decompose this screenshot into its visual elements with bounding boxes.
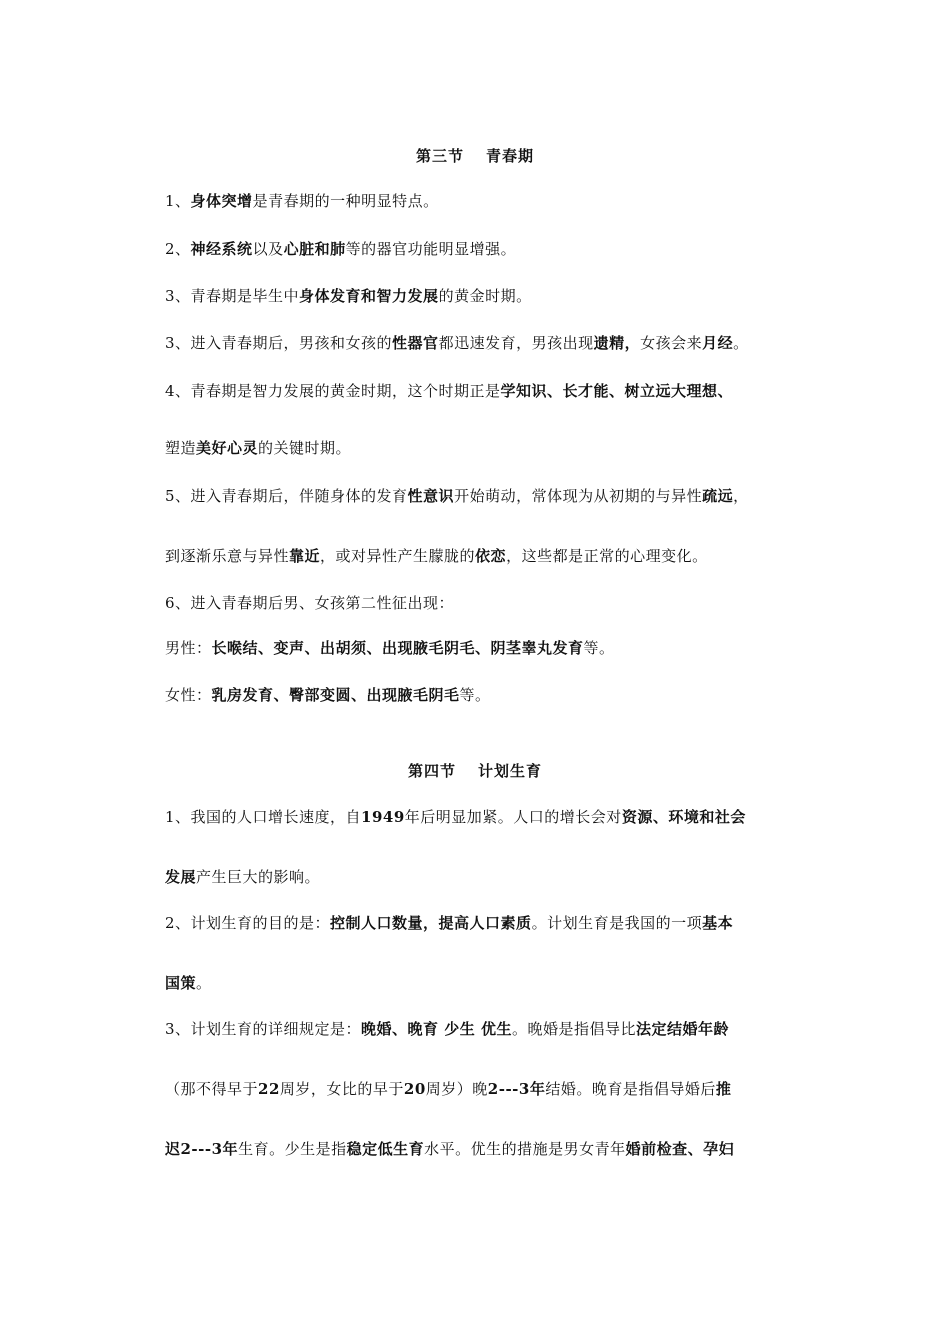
text-segment: 6、进入青春期后男、女孩第二性征出现： [165,594,455,612]
text-line [165,1018,795,1039]
text-line [165,285,795,306]
text-segment: 。 [196,974,212,992]
bold-keyword: 1949 [361,808,405,826]
text-line [165,332,795,353]
bold-keyword: 性意识 [407,487,455,505]
bold-keyword: 婚前检查、孕妇 [625,1140,735,1158]
bold-keyword: 发展 [165,868,197,886]
text-segment: （那不得早于 [165,1080,259,1098]
text-line [165,866,795,887]
text-segment: 3、青春期是毕生中 [165,287,300,305]
text-segment: 到逐渐乐意与异性 [165,547,290,565]
text-segment: 等。 [583,639,615,657]
bold-keyword: 美好心灵 [196,439,259,457]
bold-keyword: 长喉结、变声、出胡须、出现腋毛阴毛、阴茎睾丸发育 [211,639,584,657]
text-segment: 4、青春期是智力发展的黄金时期，这个时期正是 [165,382,501,400]
text-segment: 都迅速发育，男孩出现 [438,334,594,352]
text-segment: 等的器官功能明显增强。 [345,240,517,258]
text-segment: 是青春期的一种明显特点。 [252,192,439,210]
text-line [165,238,795,259]
text-segment: ，这些都是正常的心理变化。 [506,547,708,565]
bold-keyword: 神经系统 [190,240,253,258]
bold-keyword: 基本 [702,914,734,932]
text-segment: 年后明显加紧。人口的增长会对 [404,808,622,826]
text-line [165,806,795,827]
bold-keyword: 推 [715,1080,732,1098]
text-segment: 周岁，女比的早于 [279,1080,404,1098]
text-line [165,1078,795,1099]
bold-keyword: 靠近 [289,547,321,565]
text-segment: 等。 [459,686,491,704]
bold-keyword: 国策 [165,974,197,992]
bold-keyword: 2---3年 [487,1080,546,1098]
bold-keyword: 学知识、长才能、树立远大理想、 [500,382,734,400]
section-number: 第三节 [415,147,464,165]
section-number: 第四节 [407,762,456,780]
bold-keyword: 月经 [702,334,734,352]
text-segment: 1、 [165,192,191,210]
text-line [165,190,795,211]
bold-keyword: 22 [258,1080,280,1098]
text-line [165,545,795,566]
bold-keyword: 遗精， [593,334,641,352]
bold-keyword: 稳定低生育 [346,1140,425,1158]
bold-keyword: 法定结婚年龄 [636,1020,730,1038]
text-segment: 3、计划生育的详细规定是： [165,1020,362,1038]
bold-keyword: 心脏和肺 [283,240,346,258]
section-heading [0,145,950,166]
section-title: 计划生育 [478,762,543,780]
text-line [165,912,795,933]
text-segment: 生育。少生是指 [238,1140,347,1158]
text-line [165,485,795,506]
text-line [165,380,795,401]
text-segment: 以及 [252,240,284,258]
bold-keyword: 身体发育和智力发展 [299,287,439,305]
text-segment: 开始萌动，常体现为从初期的与异性 [454,487,703,505]
text-segment: ，或对异性产生朦胧的 [320,547,476,565]
text-line [165,972,795,993]
bold-keyword: 20 [403,1080,426,1098]
section-heading [0,760,950,781]
bold-keyword: 资源、环境和社会 [621,808,746,826]
bold-keyword: 疏远 [702,487,734,505]
bold-keyword: 依恋 [475,547,507,565]
text-segment: 5、进入青春期后，伴随身体的发育 [165,487,408,505]
text-segment: 。 [733,334,749,352]
text-segment: 1、我国的人口增长速度，自 [165,808,362,826]
text-segment: 。晚婚是指倡导比 [512,1020,637,1038]
text-line [165,684,795,705]
bold-keyword: 控制人口数量，提高人口素质 [330,914,532,932]
text-segment: 2、 [165,240,191,258]
text-segment: 2、计划生育的目的是： [165,914,331,932]
text-segment: 塑造 [165,439,197,457]
bold-keyword: 晚婚、晚育 少生 优生 [361,1020,512,1038]
text-segment: 。计划生育是我国的一项 [531,914,703,932]
text-segment: 女孩会来 [640,334,703,352]
bold-keyword: 性器官 [392,334,439,352]
text-line [165,1138,795,1159]
text-segment: 3、进入青春期后，男孩和女孩的 [165,334,393,352]
text-segment: 的黄金时期。 [438,287,532,305]
section-title: 青春期 [486,147,535,165]
text-segment: ， [733,487,749,505]
text-segment: 男性： [165,639,212,657]
bold-keyword: 身体突增 [190,192,253,210]
text-segment: 女性： [165,686,212,704]
text-line [165,637,795,658]
bold-keyword: 迟2---3年 [165,1140,239,1158]
text-segment: 水平。优生的措施是男女青年 [424,1140,626,1158]
text-segment: 的关键时期。 [258,439,352,457]
text-line [165,592,795,613]
text-segment: 产生巨大的影响。 [196,868,321,886]
text-segment: 周岁）晚 [425,1080,488,1098]
text-segment: 结婚。晚育是指倡导婚后 [545,1080,716,1098]
bold-keyword: 乳房发育、臀部变圆、出现腋毛阴毛 [211,686,460,704]
text-line [165,437,795,458]
